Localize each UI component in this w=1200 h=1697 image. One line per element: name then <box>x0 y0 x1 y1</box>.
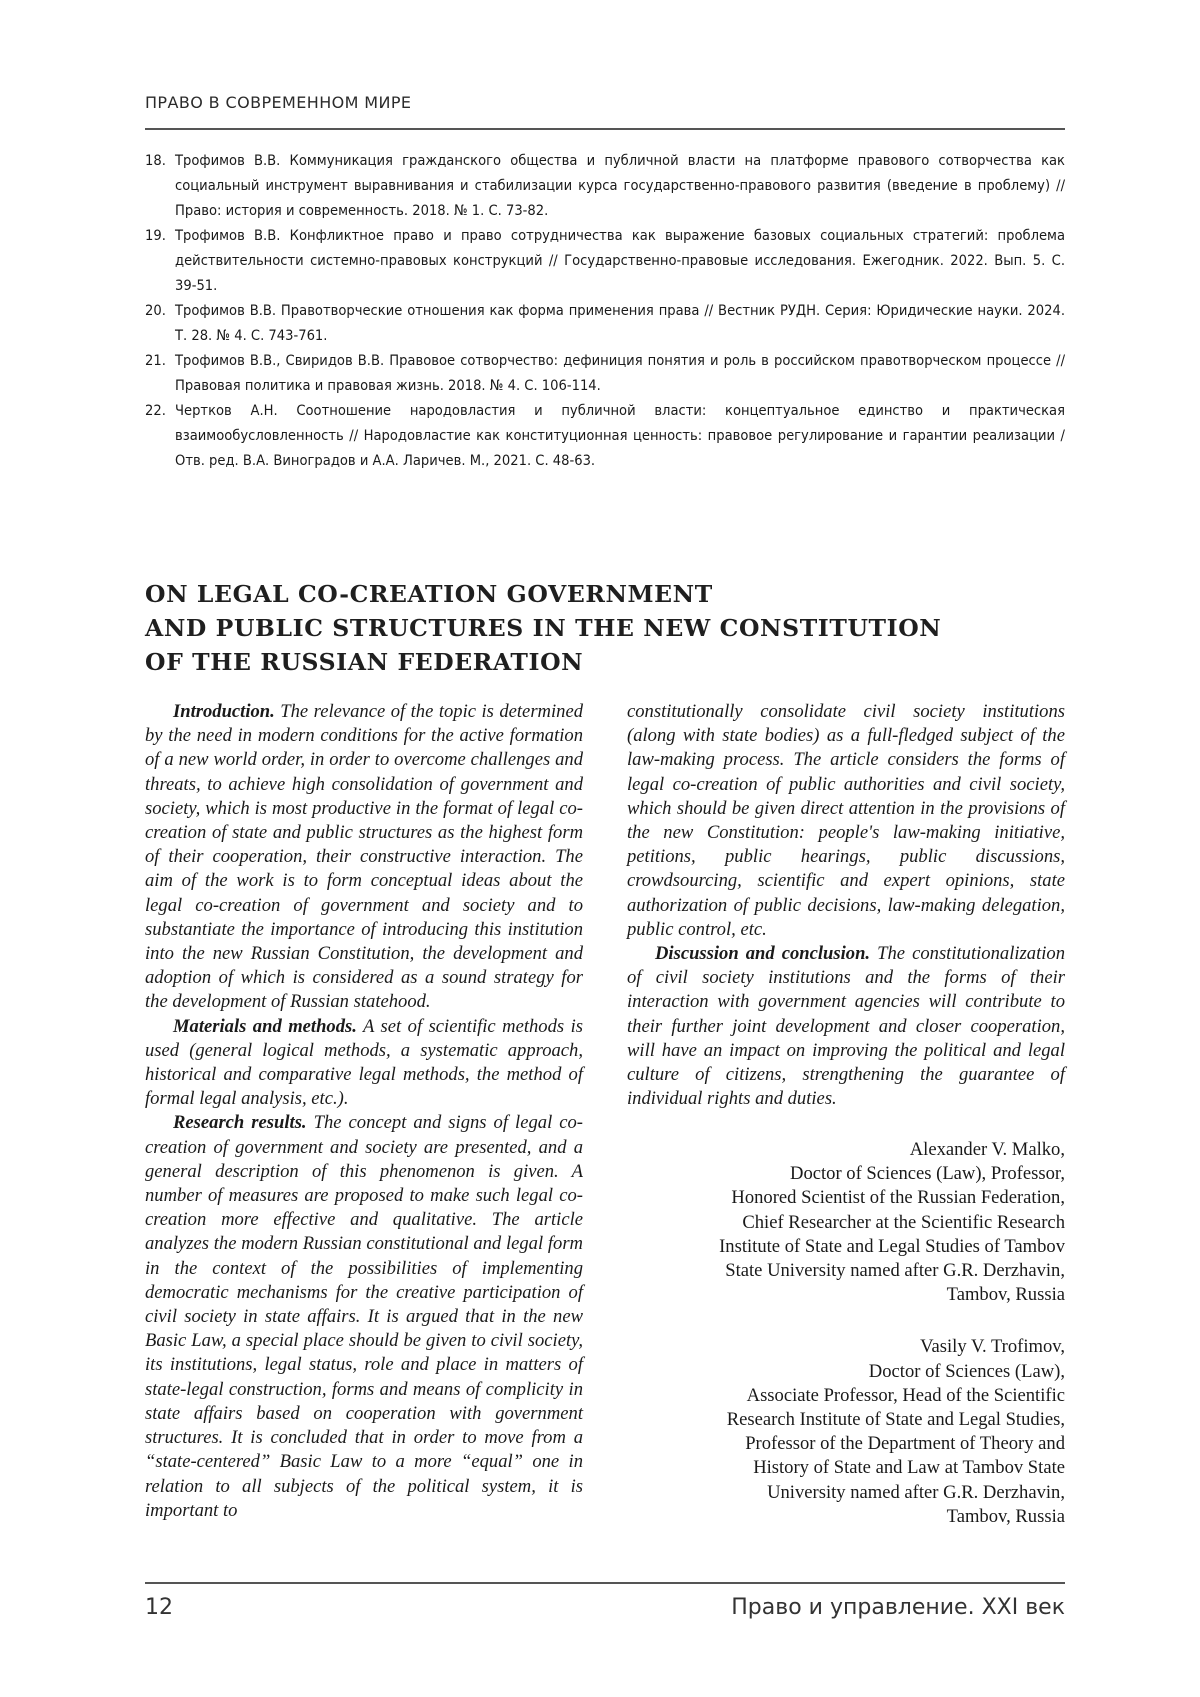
reference-number: 21. <box>145 352 166 369</box>
author-line: Alexander V. Malko, <box>909 1139 1065 1160</box>
results-text: The concept and signs of legal co-creation of government and society are presented, and a general description of this phenomenon is given. A number of measures are proposed to make such legal co-creation more effective and qualitative. The article analyzes the modern Russian constitutional and legal form in the context of the possibilities of implementing democratic mechanisms for the creative participation of civil society in state affairs. It is argued that in the new Basic Law, a special place should be given to civil society, its institutions, legal status, role and place in matters of state-legal construction, forms and means of complicity in state affairs based on cooperation with government structures. It is concluded that in order to move from a “state-centered” Basic Law to a more “equal” one in relation to all subjects of the political system, it is important to <box>145 1112 583 1521</box>
author-line: Doctor of Sciences (Law), <box>868 1360 1065 1382</box>
author-line: Vasily V. Trofimov, <box>920 1336 1065 1358</box>
author-line: Honored Scientist of the Russian Federation, <box>731 1187 1065 1209</box>
article-title <box>145 577 1045 679</box>
running-head: ПРАВО В СОВРЕМЕННОМ МИРЕ <box>145 93 412 112</box>
introduction-lead: Introduction. <box>173 701 275 722</box>
footer-divider <box>145 1582 1065 1584</box>
discussion-text: The constitutionalization of civil society institutions and the forms of their interaction with government agencies will contribute to their further joint development and closer cooperation, will have an impact on improving the political and legal culture of citizens, strengthening the guarantee of individual rights and duties. <box>627 943 1065 1110</box>
materials-paragraph <box>145 1015 583 1112</box>
title-line: AND PUBLIC STRUCTURES IN THE NEW CONSTITUTION <box>145 614 942 642</box>
materials-lead: Materials and methods. <box>173 1015 357 1037</box>
discussion-paragraph <box>627 942 1065 1111</box>
header-divider <box>145 128 1065 130</box>
reference-item <box>145 148 1065 223</box>
author-line: Tambov, Russia <box>946 1505 1065 1527</box>
author-line: Doctor of Sciences (Law), Professor, <box>790 1163 1065 1185</box>
results-lead: Research results. <box>173 1112 307 1134</box>
reference-number: 20. <box>145 302 166 319</box>
reference-text: Трофимов В.В. Коммуникация гражданского общества и публичной власти на платформе правового сотворчества как социальный инструмент выравнивания и стабилизации курса государственно-правового развития (введение в проблему) // Право: история и современность. 2018. № 1. С. 73-82. <box>175 152 1065 219</box>
reference-number: 22. <box>145 402 166 419</box>
materials-text: A set of scientific methods is used (general logical methods, a systematic approach, historical and comparative legal methods, the method of formal legal analysis, etc.). <box>145 1015 583 1110</box>
author-line: University named after G.R. Derzhavin, <box>767 1481 1065 1503</box>
reference-number: 18. <box>145 152 166 169</box>
author-line: Associate Professor, Head of the Scientific <box>746 1384 1065 1406</box>
author-malko <box>627 1138 1065 1307</box>
author-line: Chief Researcher at the Scientific Research <box>742 1211 1065 1233</box>
reference-text: Трофимов В.В. Конфликтное право и право сотрудничества как выражение базовых социальных стратегий: проблема действительности системно-правовых конструкций // Государственно-правовые исследования. Ежегодник. 2022. Вып. 5. С. 39-51. <box>175 227 1065 294</box>
author-line: History of State and Law at Tambov State <box>753 1457 1065 1479</box>
reference-item <box>145 223 1065 298</box>
author-line: State University named after G.R. Derzhavin, <box>725 1260 1065 1282</box>
reference-item <box>145 298 1065 348</box>
author-line: Tambov, Russia <box>946 1284 1065 1306</box>
author-line: Research Institute of State and Legal Studies, <box>726 1409 1065 1431</box>
discussion-lead: Discussion and conclusion. <box>655 943 871 965</box>
reference-text: Трофимов В.В. Правотворческие отношения как форма применения права // Вестник РУДН. Серия: Юридические науки. 2024. Т. 28. № 4. С. 743-761. <box>175 302 1065 344</box>
abstract-left-column <box>145 700 583 1523</box>
results-continued: constitutionally consolidate civil society institutions (along with state bodies) as a full-fledged subject of the law-making process. The article considers the forms of legal co-creation of public authorities and civil society, which should be given direct attention in the provisions of the new Constitution: people's law-making initiative, petitions, public hearings, public discussions, crowdsourcing, scientific and expert opinions, state authorization of public decisions, law-making delegation, public control, etc. <box>627 701 1065 940</box>
reference-item <box>145 398 1065 473</box>
author-block <box>627 1138 1065 1557</box>
journal-name: Право и управление. XXI век <box>731 1595 1065 1620</box>
reference-number: 19. <box>145 227 166 244</box>
page-number: 12 <box>145 1595 173 1620</box>
reference-text: Чертков А.Н. Соотношение народовластия и публичной власти: концептуальное единство и практическая взаимообусловленность // Народовластие как конституционная ценность: правовое регулирование и гарантии реализации / Отв. ред. В.А. Виноградов и А.А. Ларичев. М., 2021. С. 48-63. <box>175 402 1065 469</box>
author-line: Professor of the Department of Theory and <box>745 1433 1065 1455</box>
reference-item <box>145 348 1065 398</box>
reference-text: Трофимов В.В., Свиридов В.В. Правовое сотворчество: дефиниция понятия и роль в российском правотворческом процессе // Правовая политика и правовая жизнь. 2018. № 4. С. 106-114. <box>175 352 1065 394</box>
introduction-text: The relevance of the topic is determined by the need in modern conditions for the active formation of a new world order, in order to overcome challenges and threats, to achieve high consolidation of government and society, which is most productive in the format of legal co-creation of state and public structures as the highest form of their cooperation, their constructive interaction. The aim of the work is to form conceptual ideas about the legal co-creation of government and society and to substantiate the importance of introducing this institution into the new Russian Constitution, the development and adoption of which is considered as a sound strategy for the development of Russian statehood. <box>145 701 583 1013</box>
introduction-paragraph <box>145 700 583 1015</box>
abstract-right-column <box>627 700 1065 1111</box>
reference-list <box>145 148 1065 473</box>
author-trofimov <box>627 1335 1065 1529</box>
author-line: Institute of State and Legal Studies of Tambov <box>719 1235 1065 1257</box>
title-line: OF THE RUSSIAN FEDERATION <box>145 648 584 676</box>
title-line: ON LEGAL CO-CREATION GOVERNMENT <box>145 580 713 608</box>
results-paragraph <box>145 1111 583 1522</box>
